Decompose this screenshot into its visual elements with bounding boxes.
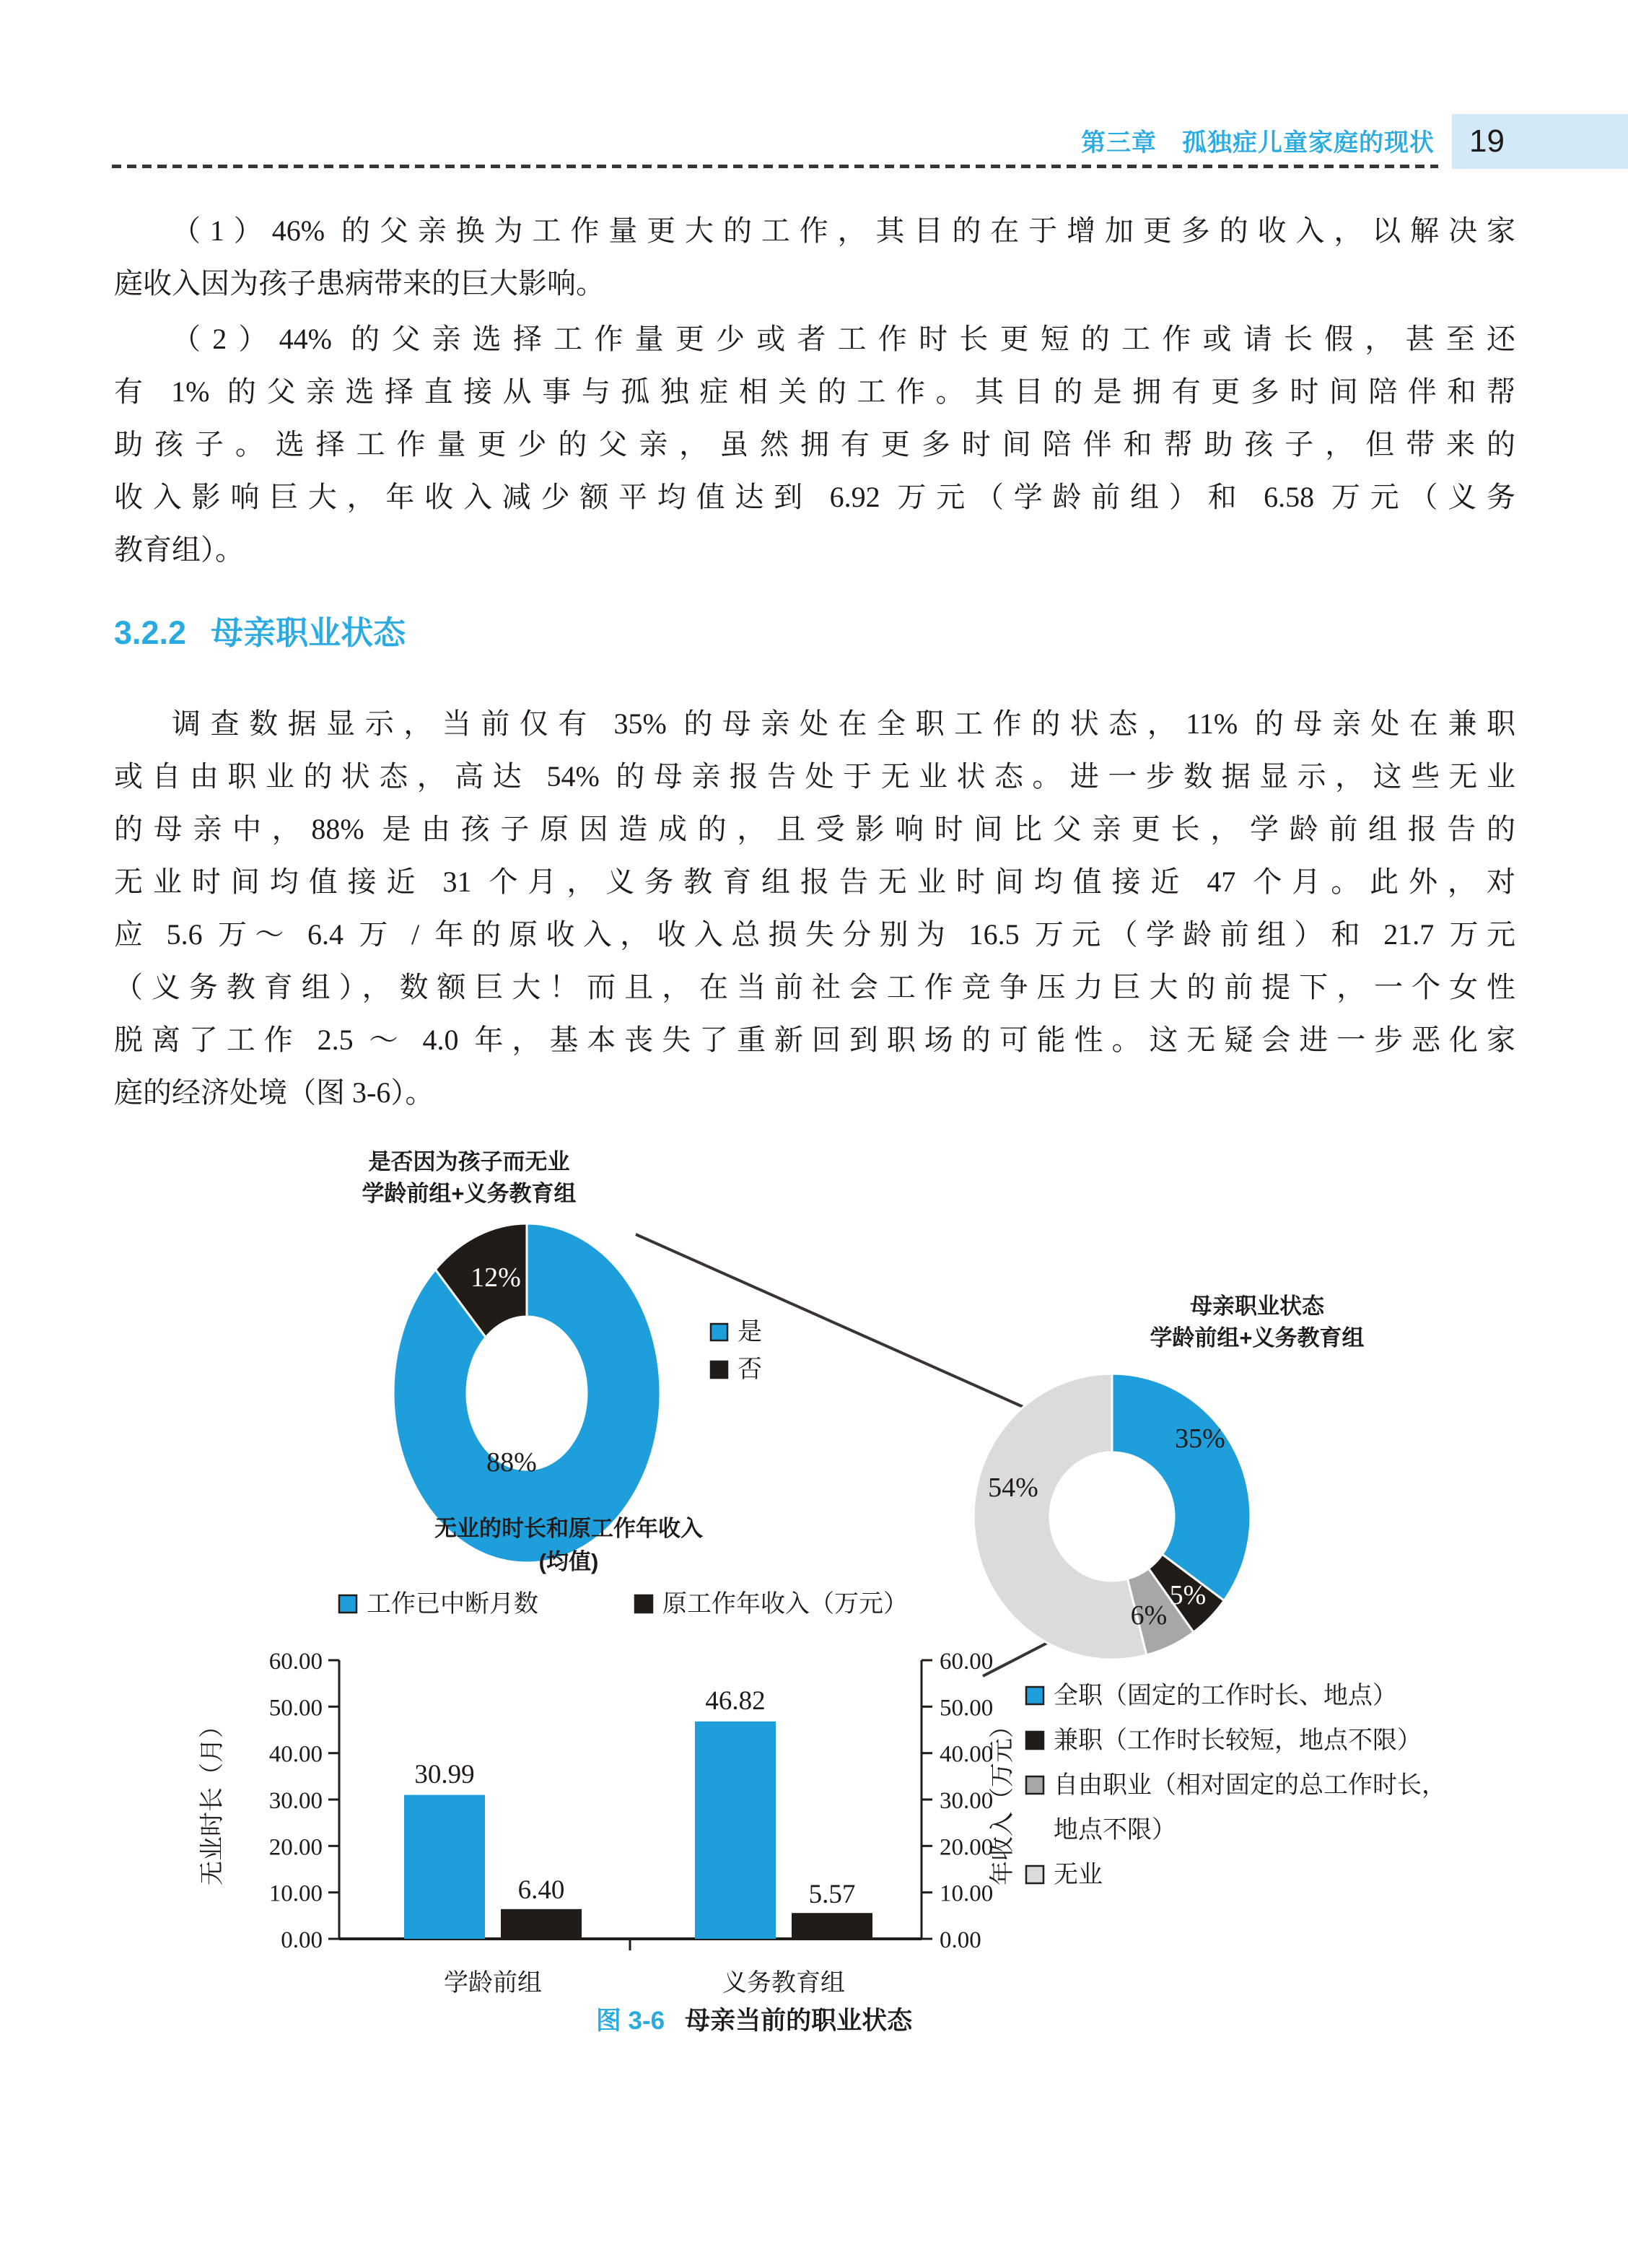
legend-label-fulltime: 全职（固定的工作时长、地点） [1054, 1683, 1397, 1709]
donut2-slice-fulltime [1112, 1374, 1251, 1600]
left-tick-label: 10.00 [268, 1880, 323, 1907]
legend-label-yes: 是 [738, 1319, 762, 1345]
right-axis-ticks [922, 1660, 932, 1939]
body-text-line: （2）44% 的父亲选择工作量更少或者工作时长更短的工作或请长假，甚至还 [172, 323, 1515, 355]
body-text-line: 无业时间均值接近 31 个月，义务教育组报告无业时间均值接近 47 个月。此外，对 [114, 865, 1515, 898]
body-text-line: 教育组）。 [114, 533, 244, 566]
category-label-school: 义务教育组 [722, 1969, 845, 1997]
bar-value-label: 30.99 [414, 1760, 475, 1789]
body-text-line: （1）46% 的父亲换为工作量更大的工作，其目的在于增加更多的收入，以解决家 [172, 214, 1515, 247]
bar-months-school [695, 1722, 776, 1939]
body-text-line: 有 1% 的父亲选择直接从事与孤独症相关的工作。其目的是拥有更多时间陪伴和帮 [114, 375, 1515, 408]
bar-income-preschool [501, 1909, 582, 1939]
donut2-label-unemployed: 54% [988, 1473, 1038, 1503]
legend-label-unemployed: 无业 [1054, 1862, 1103, 1888]
legend-swatch-unemployed [1026, 1866, 1043, 1883]
bar-value-label: 6.40 [517, 1875, 565, 1905]
legend-label-freelance-2: 地点不限） [1054, 1817, 1176, 1844]
legend-swatch-parttime [1026, 1732, 1043, 1749]
left-tick-label: 30.00 [268, 1788, 323, 1814]
body-text-line: 助孩子。选择工作量更少的父亲，虽然拥有更多时间陪伴和帮助孩子，但带来的 [114, 428, 1515, 461]
body-text-line: 庭的经济处境（图 3-6）。 [114, 1076, 434, 1109]
figure-caption-title: 母亲当前的职业状态 [685, 2007, 913, 2035]
left-tick-label: 20.00 [268, 1834, 323, 1861]
donut2-title: 母亲职业状态 [1190, 1294, 1324, 1319]
donut2-label-freelance: 6% [1130, 1600, 1168, 1631]
donut1-label-yes: 88% [486, 1447, 537, 1478]
donut1-title: 是否因为孩子而无业 [368, 1149, 570, 1174]
left-tick-label: 50.00 [268, 1695, 323, 1722]
legend-swatch-freelance [1026, 1776, 1043, 1794]
category-label-preschool: 学龄前组 [444, 1969, 542, 1997]
left-axis-ticks [328, 1660, 339, 1939]
section-number: 3.2.2 [114, 614, 187, 651]
bar-value-label: 5.57 [808, 1880, 856, 1909]
right-tick-label: 20.00 [940, 1834, 994, 1861]
legend-swatch-months [339, 1595, 356, 1613]
body-text-line: 收入影响巨大，年收入减少额平均值达到 6.92 万元（学龄前组）和 6.58 万元（义务 [114, 481, 1515, 513]
bar-income-school [792, 1913, 872, 1939]
legend-label-freelance: 自由职业（相对固定的总工作时长， [1054, 1772, 1446, 1799]
left-tick-label: 0.00 [281, 1927, 323, 1953]
left-tick-label: 40.00 [268, 1741, 323, 1768]
right-tick-label: 0.00 [940, 1927, 981, 1953]
figure-caption-label: 图 3-6 [595, 2007, 665, 2035]
legend-swatch-income [635, 1595, 652, 1613]
bar-value-label: 46.82 [705, 1686, 766, 1716]
right-tick-label: 60.00 [940, 1649, 994, 1675]
body-text-line: （义务教育组），数额巨大！而且，在当前社会工作竞争压力巨大的前提下，一个女性 [114, 971, 1515, 1003]
left-tick-label: 60.00 [268, 1649, 323, 1675]
donut1-subtitle: 学龄前组+义务教育组 [362, 1181, 577, 1206]
donut2-label-parttime: 5% [1169, 1580, 1207, 1610]
legend-label-no: 否 [738, 1356, 762, 1383]
right-axis-title: 年收入（万元） [989, 1714, 1016, 1885]
legend-swatch-yes [711, 1324, 727, 1340]
barchart-subtitle: (均值) [538, 1549, 599, 1574]
right-tick-label: 10.00 [940, 1880, 994, 1907]
bar-months-preschool [404, 1795, 485, 1939]
body-text-line: 或自由职业的状态，高达 54% 的母亲报告处于无业状态。进一步数据显示，这些无业 [114, 760, 1515, 793]
chapter-header: 第三章 孤独症儿童家庭的现状 [1081, 129, 1435, 157]
donut2-label-fulltime: 35% [1175, 1423, 1225, 1454]
legend-swatch-no [711, 1361, 727, 1378]
figure-caption [0, 2001, 1508, 2037]
right-tick-label: 30.00 [940, 1788, 994, 1814]
page-number: 19 [1469, 123, 1505, 159]
section-title: 母亲职业状态 [211, 614, 406, 651]
legend-swatch-fulltime [1026, 1687, 1043, 1704]
legend-label-income: 原工作年收入（万元） [662, 1591, 908, 1618]
body-text-line: 脱离了工作 2.5 ～ 4.0 年，基本丧失了重新回到职场的可能性。这无疑会进一步恶化家 [114, 1024, 1515, 1056]
legend-label-months: 工作已中断月数 [367, 1591, 538, 1618]
body-text-line: 调查数据显示，当前仅有 35% 的母亲处在全职工作的状态，11% 的母亲处在兼职 [172, 707, 1515, 740]
callout-line-top [636, 1234, 1025, 1408]
right-tick-label: 50.00 [940, 1695, 994, 1722]
body-text-line: 应 5.6 万～ 6.4 万 / 年的原收入，收入总损失分别为 16.5 万元（学龄前组）和 21.7 万元 [114, 918, 1515, 951]
right-tick-label: 40.00 [940, 1741, 994, 1768]
body-text-line: 的母亲中，88% 是由孩子原因造成的，且受影响时间比父亲更长，学龄前组报告的 [114, 813, 1515, 845]
legend-label-parttime: 兼职（工作时长较短，地点不限） [1054, 1727, 1422, 1754]
body-text-line: 庭收入因为孩子患病带来的巨大影响。 [114, 267, 605, 300]
barchart-title: 无业的时长和原工作年收入 [434, 1516, 703, 1541]
donut2-subtitle: 学龄前组+义务教育组 [1150, 1325, 1365, 1351]
donut1-label-no: 12% [471, 1262, 521, 1293]
left-axis-title: 无业时长（月） [198, 1714, 226, 1885]
